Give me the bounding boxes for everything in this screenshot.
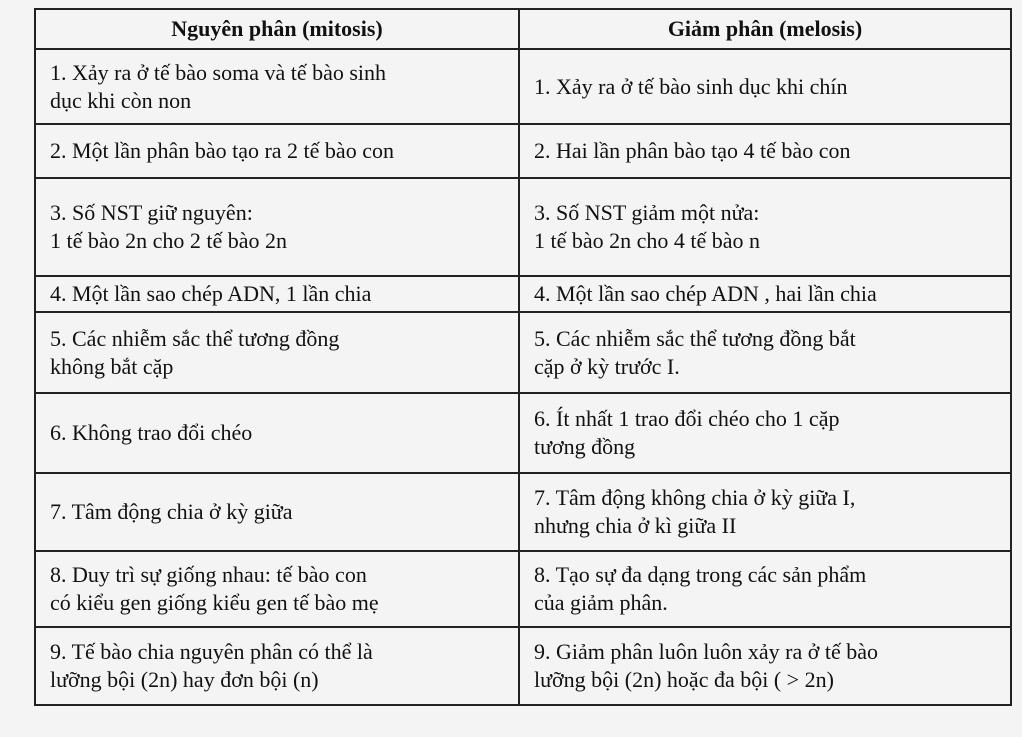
meiosis-cell [519,312,1011,393]
cell-text: 1. Xảy ra ở tế bào soma và tế bào sinh dục khi còn non [50,59,387,113]
table-row [35,49,1011,124]
meiosis-cell [519,551,1011,627]
cell-text: 7. Tâm động không chia ở kỳ giữa I, nhưng chia ở kì giữa II [534,485,856,538]
cell-text: 9. Giảm phân luôn luôn xảy ra ở tế bào lưỡng bội (2n) hoặc đa bội ( > 2n) [534,639,878,692]
mitosis-cell [35,627,519,705]
cell-text: 9. Tế bào chia nguyên phân có thể là lưỡng bội (2n) hay đơn bội (n) [50,639,373,692]
cell-text: 5. Các nhiễm sắc thể tương đồng bắt cặp ở kỳ trước I. [534,325,856,379]
meiosis-cell [519,627,1011,705]
table-row [35,312,1011,393]
table-row [35,473,1011,551]
table-row [35,393,1011,473]
mitosis-cell [35,473,519,551]
mitosis-cell [35,178,519,276]
cell-text: 3. Số NST giảm một nửa: 1 tế bào 2n cho 4 tế bào n [534,200,761,253]
meiosis-cell [519,473,1011,551]
cell-text: 5. Các nhiễm sắc thể tương đồng không bắt cặp [50,325,340,379]
cell-text: 4. Một lần sao chép ADN , hai lần chia [534,281,877,306]
cell-text: 2. Một lần phân bào tạo ra 2 tế bào con [50,138,394,163]
meiosis-cell [519,393,1011,473]
header-row [35,9,1011,49]
cell-text: 1. Xảy ra ở tế bào sinh dục khi chín [534,73,848,99]
comparison-table [34,8,1012,706]
cell-text: 8. Duy trì sự giống nhau: tế bào con có kiểu gen giống kiểu gen tế bào mẹ [50,562,379,615]
mitosis-cell [35,393,519,473]
mitosis-cell [35,551,519,627]
meiosis-cell [519,276,1011,312]
cell-text: 4. Một lần sao chép ADN, 1 lần chia [50,281,372,306]
cell-text: 6. Không trao đổi chéo [50,420,253,445]
mitosis-cell [35,124,519,178]
meiosis-cell [519,49,1011,124]
header-mitosis: Nguyên phân (mitosis) [35,9,519,49]
table-row [35,551,1011,627]
cell-text: 8. Tạo sự đa dạng trong các sản phẩm của giảm phân. [534,562,867,615]
table-row [35,627,1011,705]
cell-text: 3. Số NST giữ nguyên: 1 tế bào 2n cho 2 tế bào 2n [50,200,288,253]
header-meiosis: Giảm phân (melosis) [519,9,1011,49]
cell-text: 7. Tâm động chia ở kỳ giữa [50,499,293,524]
table-row [35,124,1011,178]
meiosis-cell [519,178,1011,276]
cell-text: 6. Ít nhất 1 trao đổi chéo cho 1 cặp tương đồng [534,406,840,459]
meiosis-cell [519,124,1011,178]
table-row [35,178,1011,276]
mitosis-cell [35,49,519,124]
mitosis-cell [35,312,519,393]
table-row [35,276,1011,312]
mitosis-cell [35,276,519,312]
cell-text: 2. Hai lần phân bào tạo 4 tế bào con [534,138,851,163]
